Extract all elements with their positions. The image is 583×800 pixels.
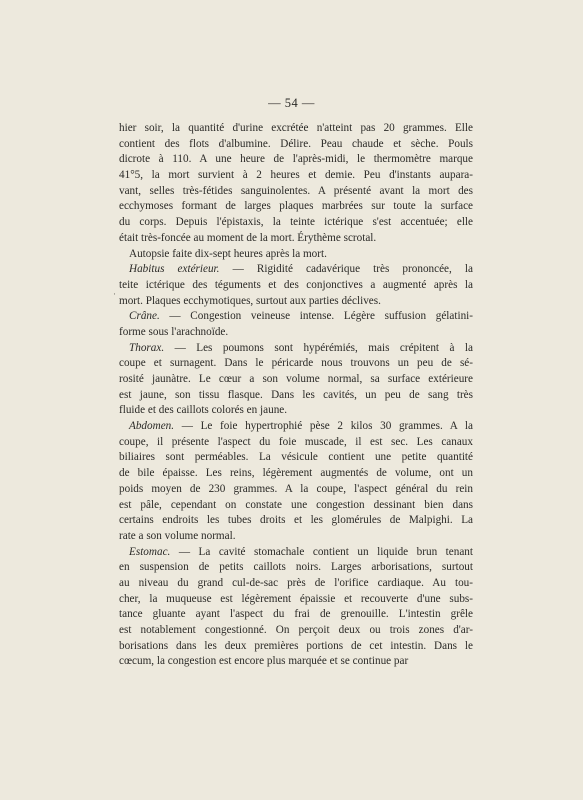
section-heading: Habitus extérieur.: [129, 263, 220, 276]
section-text: — La cavité stomachale contient un liquide brun tenant: [170, 545, 473, 558]
section-text: — Rigidité cadavérique très prononcée, la: [219, 263, 474, 276]
text-line: coupe et surnagent. Dans le péricarde nous trouvons un peu de sé-: [119, 357, 473, 370]
section-heading: Abdomen.: [129, 420, 175, 433]
text-line: dicrote à 110. A une heure de l'après-midi, le thermomètre marque: [119, 153, 473, 166]
text-line: 41°5, la mort survient à 2 heures et demie. Peu d'instants aupara-: [119, 169, 473, 182]
text-line: biliaires sont perméables. La vésicule contient une petite quantité: [119, 451, 473, 464]
text-line: borisations dans les deux premières portions de cet intestin. Dans le: [119, 639, 473, 652]
text-line: ecchymoses formant de larges plaques marbrées sur toute la surface: [119, 200, 473, 213]
text-line: en suspension de petits caillots noirs. Larges arborisations, surtout: [119, 561, 473, 574]
text-line: teite ictérique des téguments et des conjonctives a augmenté après la: [119, 278, 473, 291]
text-line: certains endroits les tubes droits et les glomérules de Malpighi. La: [119, 514, 473, 527]
text-line: contient des flots d'albumine. Délire. Peau chaude et sèche. Pouls: [119, 137, 473, 150]
text-line: vant, selles très-fétides sanguinolentes. A présenté avant la mort des: [119, 184, 473, 197]
text-line: est pâle, cependant on constate une congestion dessinant bien dans: [119, 498, 473, 511]
text-line: [119, 545, 473, 561]
text-line: cher, la muqueuse est légèrement épaissie et recouverte d'une subs-: [119, 592, 473, 605]
text-line: de bile épaisse. Les reins, légèrement augmentés de volume, ont un: [119, 467, 473, 480]
text-line: au niveau du grand cul-de-sac près de l'orifice cardiaque. Au tou-: [119, 576, 473, 589]
section-text: — Les poumons sont hypérémiés, mais crépitent à la: [164, 341, 473, 354]
text-line: rosité jaunàtre. Le cœur a son volume normal, sa surface extérieure: [119, 373, 473, 385]
text-line: rate a son volume normal.: [119, 529, 236, 542]
section-heading: Estomac.: [129, 545, 171, 558]
section-text: — Le foie hypertrophié pèse 2 kilos 30 grammes. A la: [174, 420, 473, 433]
page-number: — 54 —: [268, 96, 315, 110]
text-line: tance gluante ayant l'aspect du frai de grenouille. L'intestin grêle: [119, 608, 473, 621]
section-heading: Thorax.: [129, 341, 165, 354]
body-text: [119, 121, 473, 670]
text-line: fluide et des caillots colorés en jaune.: [119, 404, 288, 417]
text-line: [119, 309, 473, 325]
margin-mark: ·: [113, 289, 116, 299]
text-line: est notablement congestionné. On perçoit deux ou trois zones d'ar-: [119, 624, 473, 636]
text-line: hier soir, la quantité d'urine excrétée n'atteint pas 20 grammes. Elle: [119, 122, 473, 134]
text-line: mort. Plaques ecchymotiques, surtout aux parties déclives.: [119, 294, 381, 307]
text-line: [119, 419, 473, 435]
text-line: coupe, il présente l'aspect du foie muscade, il est sec. Les canaux: [119, 435, 473, 448]
text-line: Autopsie faite dix-sept heures après la mort.: [129, 247, 327, 260]
text-line: cœcum, la congestion est encore plus marquée et se continue par: [119, 655, 409, 668]
text-line: forme sous l'arachnoïde.: [119, 325, 229, 338]
text-line: [119, 341, 473, 357]
text-line: [119, 262, 473, 278]
text-line: poids moyen de 230 grammes. A la coupe, l'aspect général du rein: [119, 482, 473, 495]
section-text: — Congestion veineuse intense. Légère suffusion gélatini-: [159, 310, 473, 323]
section-heading: Crâne.: [129, 310, 160, 323]
text-line: était très-foncée au moment de la mort. Érythème scrotal.: [119, 231, 377, 244]
text-line: du corps. Depuis l'épistaxis, la teinte ictérique s'est accentuée; elle: [119, 216, 473, 229]
text-line: est jaune, son tissu flasque. Dans les cavités, un peu de sang très: [119, 388, 473, 401]
